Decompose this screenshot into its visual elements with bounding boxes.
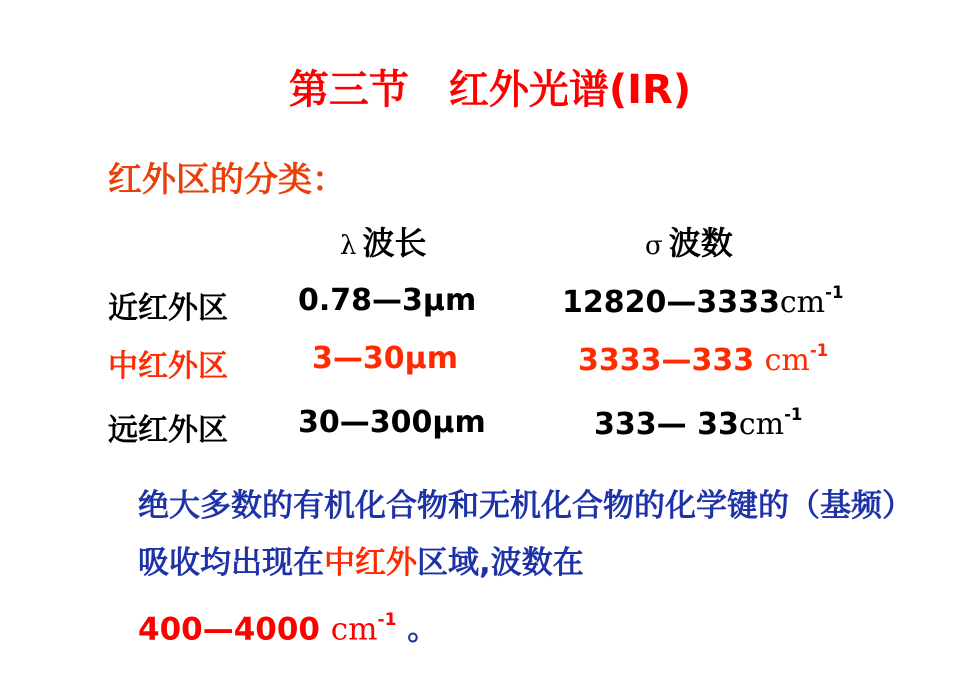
lambda-symbol: λ <box>340 231 357 261</box>
paragraph-range: 400—4000 <box>138 611 331 648</box>
paragraph-text-1: 绝大多数的有机化合物和无机化合物的化学键的（基频）吸收均出现在 <box>138 488 913 581</box>
sigma-symbol: σ <box>645 231 663 261</box>
wavelength-header <box>340 218 427 264</box>
row-mid-ir-wavenumber <box>578 341 828 378</box>
paragraph-unit-exponent: -1 <box>377 610 397 630</box>
row-mid-ir-name: 中红外区 <box>108 349 228 384</box>
unit-exponent: -1 <box>825 283 844 302</box>
wavelength-header-label: 波长 <box>362 224 427 262</box>
row-near-ir-wavenumber <box>562 283 843 320</box>
wavenumber-header-label: 波数 <box>668 224 733 262</box>
row-far-ir-name: 远红外区 <box>108 413 228 448</box>
row-far-ir-wavenumber <box>594 405 802 442</box>
paragraph-end: 。 <box>396 611 439 648</box>
unit-exponent: -1 <box>809 341 829 360</box>
wavenumber-value: 3333—333 <box>578 343 765 379</box>
row-near-ir-wavelength: 0.78—3μm <box>298 283 477 318</box>
paragraph-unit-cm: cm <box>330 611 378 648</box>
paragraph-highlight: 中红外 <box>324 545 417 581</box>
unit-cm: cm <box>764 343 810 379</box>
paragraph-text-2: 区域,波数在 <box>417 545 584 581</box>
unit-cm: cm <box>738 407 785 443</box>
unit-exponent: -1 <box>784 405 803 424</box>
page-title: 第三节 红外光谱(IR) <box>288 67 692 113</box>
wavenumber-value: 333— 33 <box>594 407 739 443</box>
unit-cm: cm <box>779 285 826 321</box>
section-subtitle: 红外区的分类： <box>108 160 346 200</box>
row-near-ir-name: 近红外区 <box>108 291 228 326</box>
wavenumber-value: 12820—3333 <box>562 285 780 321</box>
row-mid-ir-wavelength: 3—30μm <box>312 341 458 376</box>
wavenumber-header <box>645 218 733 264</box>
summary-paragraph <box>138 478 918 658</box>
row-far-ir-wavelength: 30—300μm <box>298 405 486 440</box>
